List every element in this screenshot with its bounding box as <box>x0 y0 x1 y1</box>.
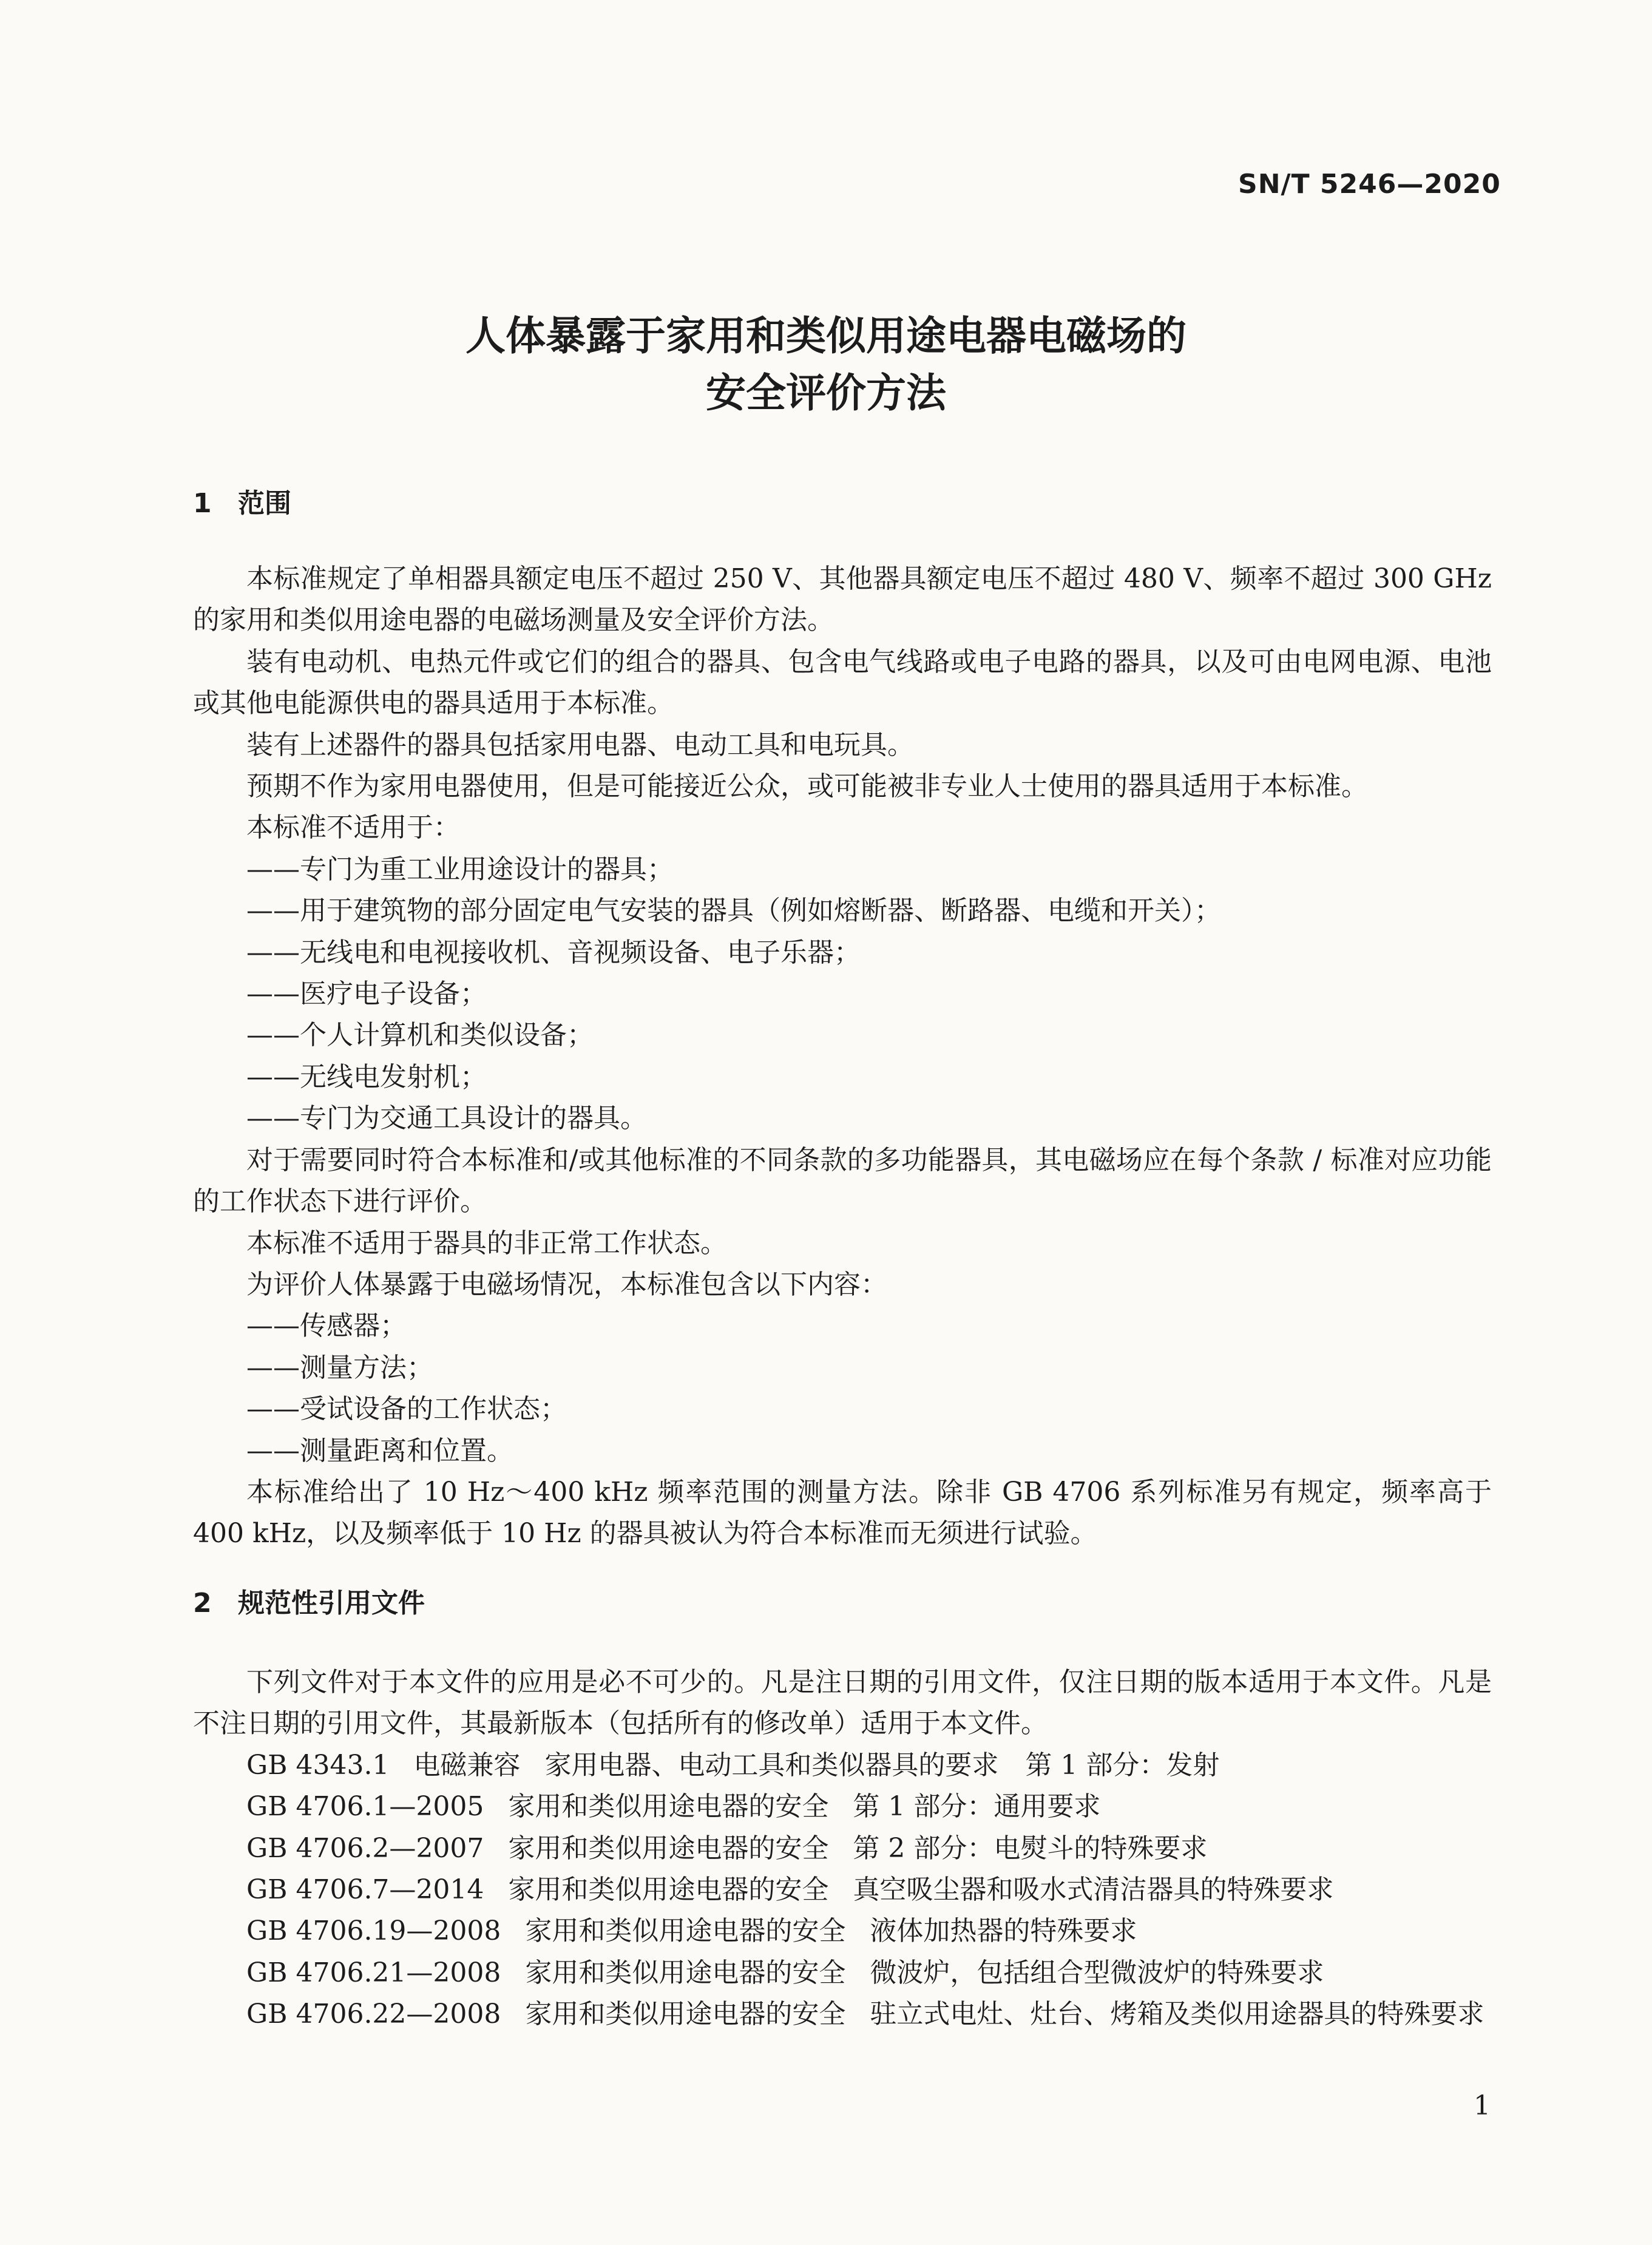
reference-title: 家用和类似用途电器的安全 <box>508 1791 829 1823</box>
reference-code: GB 4706.22—2008 <box>246 1999 501 2030</box>
list-item: ——专门为重工业用途设计的器具； <box>246 853 674 885</box>
paragraph: 对于需要同时符合本标准和/或其他标准的不同条款的多功能器具，其电磁场应在每个条款 / 标准对应功能的工作状态下进行评价。 <box>193 1144 1492 1217</box>
list-item: ——受试设备的工作状态； <box>246 1393 567 1425</box>
list-item: ——用于建筑物的部分固定电气安装的器具（例如熔断器、断路器、电缆和开关）； <box>246 895 1221 927</box>
reference-item <box>193 1745 1492 1786</box>
paragraph: 下列文件对于本文件的应用是必不可少的。凡是注日期的引用文件，仅注日期的版本适用于本文件。凡是不注日期的引用文件，其最新版本（包括所有的修改单）适用于本文件。 <box>193 1667 1492 1739</box>
document-title-line2: 安全评价方法 <box>706 370 946 416</box>
reference-item <box>193 1952 1492 1994</box>
reference-subtitle: 真空吸尘器和吸水式清洁器具的特殊要求 <box>853 1874 1334 1906</box>
list-item: ——传感器； <box>246 1310 407 1342</box>
section-1-title: 范围 <box>238 488 291 519</box>
standard-id: SN/T 5246—2020 <box>1238 169 1501 200</box>
reference-subtitle: 第 2 部分：电熨斗的特殊要求 <box>853 1832 1208 1864</box>
section-2-heading <box>193 1585 425 1622</box>
paragraph: 本标准不适用于： <box>246 812 460 844</box>
page-number: 1 <box>1474 2090 1491 2121</box>
reference-code: GB 4706.19—2008 <box>246 1915 501 1947</box>
list-item: ——无线电发射机； <box>246 1061 487 1092</box>
paragraph: 本标准规定了单相器具额定电压不超过 250 V、其他器具额定电压不超过 480 V、频率不超过 300 GHz 的家用和类似用途电器的电磁场测量及安全评价方法。 <box>193 563 1492 636</box>
section-1-heading <box>193 486 291 522</box>
list-item: ——测量方法； <box>246 1352 433 1383</box>
reference-subtitle: 驻立式电灶、灶台、烤箱及类似用途器具的特殊要求 <box>870 1999 1484 2030</box>
reference-list <box>193 1745 1492 2036</box>
list-item: ——无线电和电视接收机、音视频设备、电子乐器； <box>246 936 861 968</box>
reference-item <box>193 1911 1492 1952</box>
section-2-body <box>193 1662 1492 2036</box>
section-2-number: 2 <box>193 1588 212 1619</box>
reference-subtitle: 第 1 部分：通用要求 <box>853 1791 1101 1823</box>
paragraph: 预期不作为家用电器使用，但是可能接近公众，或可能被非专业人士使用的器具适用于本标准。 <box>246 771 1368 802</box>
reference-code: GB 4706.7—2014 <box>246 1874 484 1906</box>
paragraph: 为评价人体暴露于电磁场情况，本标准包含以下内容： <box>246 1268 887 1300</box>
reference-item <box>193 1786 1492 1827</box>
reference-title: 家用和类似用途电器的安全 <box>508 1832 829 1864</box>
paragraph: 本标准给出了 10 Hz～400 kHz 频率范围的测量方法。除非 GB 4706 系列标准另有规定，频率高于 400 kHz，以及频率低于 10 Hz 的器具被认为符合本标准而无须进行试验。 <box>193 1476 1492 1549</box>
section-1-number: 1 <box>193 488 212 519</box>
reference-code: GB 4706.1—2005 <box>246 1791 484 1823</box>
reference-subtitle: 液体加热器的特殊要求 <box>870 1915 1137 1947</box>
reference-subtitle: 微波炉，包括组合型微波炉的特殊要求 <box>870 1957 1324 1988</box>
reference-title: 电磁兼容 <box>413 1749 521 1781</box>
reference-code: GB 4706.21—2008 <box>246 1957 501 1988</box>
section-2-title: 规范性引用文件 <box>238 1588 425 1619</box>
reference-title: 家用和类似用途电器的安全 <box>525 1957 846 1988</box>
reference-item <box>193 1869 1492 1911</box>
list-item: ——测量距离和位置。 <box>246 1435 513 1466</box>
reference-code: GB 4343.1 <box>246 1749 390 1781</box>
paragraph: 本标准不适用于器具的非正常工作状态。 <box>246 1227 727 1259</box>
section-1-body <box>193 558 1492 1555</box>
list-item: ——专门为交通工具设计的器具。 <box>246 1103 647 1134</box>
list-item: ——医疗电子设备； <box>246 978 487 1010</box>
paragraph: 装有上述器件的器具包括家用电器、电动工具和电玩具。 <box>246 729 914 760</box>
reference-code: GB 4706.2—2007 <box>246 1832 484 1864</box>
reference-item <box>193 1994 1492 2035</box>
reference-title: 家用和类似用途电器的安全 <box>508 1874 829 1906</box>
reference-item <box>193 1828 1492 1869</box>
reference-subtitle: 家用电器、电动工具和类似器具的要求 第 1 部分：发射 <box>544 1749 1220 1781</box>
list-item: ——个人计算机和类似设备； <box>246 1020 594 1051</box>
reference-title: 家用和类似用途电器的安全 <box>525 1915 846 1947</box>
paragraph: 装有电动机、电热元件或它们的组合的器具、包含电气线路或电子电路的器具，以及可由电网电源、电池或其他电能源供电的器具适用于本标准。 <box>193 646 1492 719</box>
document-title-line1: 人体暴露于家用和类似用途电器电磁场的 <box>465 313 1187 359</box>
reference-title: 家用和类似用途电器的安全 <box>525 1999 846 2030</box>
